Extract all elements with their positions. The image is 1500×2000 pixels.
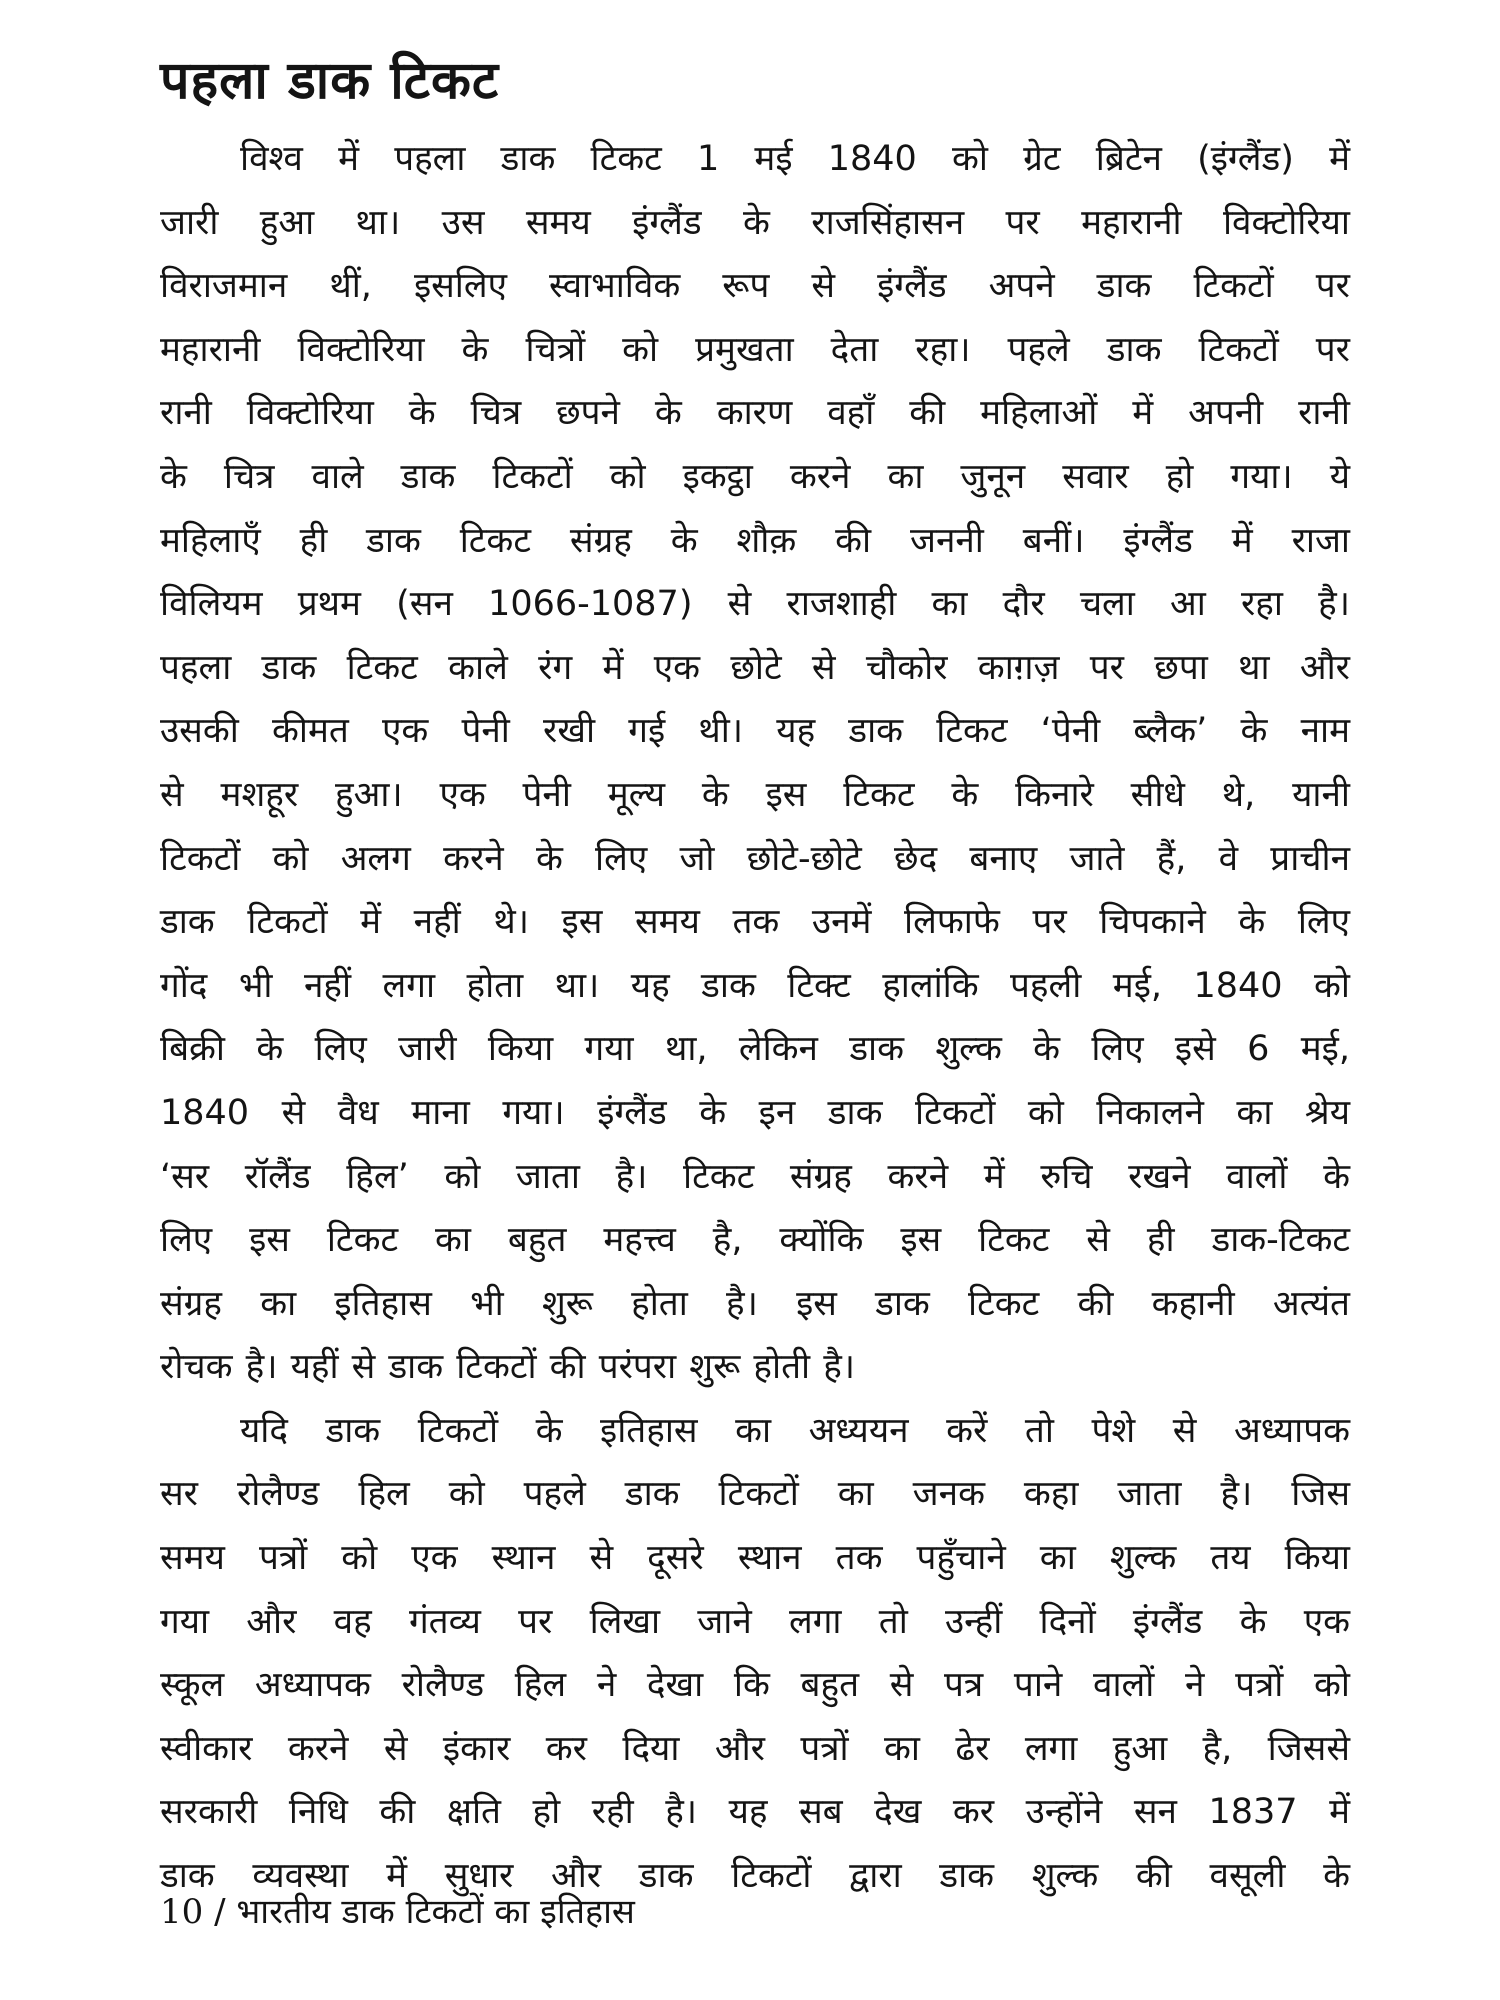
text-line-10: उसकी कीमत एक पेनी रखी गई थी। यह डाक टिकट ‘पेनी ब्लैक’ के नाम (160, 711, 1350, 752)
text-line-7: महिलाएँ ही डाक टिकट संग्रह के शौक़ की जननी बनीं। इंग्लैंड में राजा (160, 520, 1350, 561)
text-line-24: गया और वह गंतव्य पर लिखा जाने लगा तो उन्हीं दिनों इंग्लैंड के एक (160, 1601, 1350, 1642)
text-line-6: के चित्र वाले डाक टिकटों को इकट्ठा करने का जुनून सवार हो गया। ये (160, 456, 1350, 497)
text-line-4: महारानी विक्टोरिया के चित्रों को प्रमुखता देता रहा। पहले डाक टिकटों पर (160, 329, 1350, 370)
text-line-5: रानी विक्टोरिया के चित्र छपने के कारण वहाँ की महिलाओं में अपनी रानी (160, 393, 1350, 434)
text-line-8: विलियम प्रथम (सन 1066-1087) से राजशाही का दौर चला आ रहा है। (160, 584, 1350, 625)
body-text (160, 128, 1350, 1909)
text-line-27: सरकारी निधि की क्षति हो रही है। यह सब देख कर उन्होंने सन 1837 में (160, 1792, 1350, 1833)
text-line-21: यदि डाक टिकटों के इतिहास का अध्ययन करें तो पेशे से अध्यापक (240, 1410, 1350, 1451)
text-line-12: टिकटों को अलग करने के लिए जो छोटे-छोटे छेद बनाए जाते हैं, वे प्राचीन (160, 838, 1350, 879)
text-line-2: जारी हुआ था। उस समय इंग्लैंड के राजसिंहासन पर महारानी विक्टोरिया (160, 202, 1350, 243)
page-title: पहला डाक टिकट (160, 51, 500, 111)
text-line-25: स्कूल अध्यापक रोलैण्ड हिल ने देखा कि बहुत से पत्र पाने वालों ने पत्रों को (160, 1665, 1350, 1706)
page-footer (160, 1882, 635, 1942)
text-line-18: लिए इस टिकट का बहुत महत्त्व है, क्योंकि इस टिकट से ही डाक-टिकट (160, 1220, 1350, 1261)
footer-separator: / (214, 1892, 226, 1932)
page-number: 10 (160, 1892, 204, 1932)
text-line-19: संग्रह का इतिहास भी शुरू होता है। इस डाक टिकट की कहानी अत्यंत (160, 1283, 1350, 1324)
text-line-26: स्वीकार करने से इंकार कर दिया और पत्रों का ढेर लगा हुआ है, जिससे (160, 1728, 1350, 1769)
text-line-20: रोचक है। यहीं से डाक टिकटों की परंपरा शुरू होती है। (160, 1347, 856, 1388)
text-line-3: विराजमान थीं, इसलिए स्वाभाविक रूप से इंग्लैंड अपने डाक टिकटों पर (160, 266, 1350, 307)
text-line-1: विश्व में पहला डाक टिकट 1 मई 1840 को ग्रेट ब्रिटेन (इंग्लैंड) में (240, 139, 1350, 179)
text-line-17: ‘सर रॉलैंड हिल’ को जाता है। टिकट संग्रह करने में रुचि रखने वालों के (160, 1156, 1350, 1197)
book-title: भारतीय डाक टिकटों का इतिहास (236, 1892, 635, 1932)
text-line-16: 1840 से वैध माना गया। इंग्लैंड के इन डाक टिकटों को निकालने का श्रेय (160, 1092, 1350, 1133)
text-line-11: से मशहूर हुआ। एक पेनी मूल्य के इस टिकट के किनारे सीधे थे, यानी (160, 774, 1350, 815)
text-line-23: समय पत्रों को एक स्थान से दूसरे स्थान तक पहुँचाने का शुल्क तय किया (160, 1538, 1350, 1579)
text-line-13: डाक टिकटों में नहीं थे। इस समय तक उनमें लिफाफे पर चिपकाने के लिए (160, 902, 1350, 943)
text-line-14: गोंद भी नहीं लगा होता था। यह डाक टिक्ट हालांकि पहली मई, 1840 को (160, 965, 1350, 1006)
text-line-15: बिक्री के लिए जारी किया गया था, लेकिन डाक शुल्क के लिए इसे 6 मई, (160, 1029, 1350, 1070)
text-line-28: डाक व्यवस्था में सुधार और डाक टिकटों द्वारा डाक शुल्क की वसूली के (160, 1856, 1350, 1897)
text-line-22: सर रोलैण्ड हिल को पहले डाक टिकटों का जनक कहा जाता है। जिस (160, 1474, 1350, 1515)
text-line-9: पहला डाक टिकट काले रंग में एक छोटे से चौकोर काग़ज़ पर छपा था और (160, 647, 1350, 688)
